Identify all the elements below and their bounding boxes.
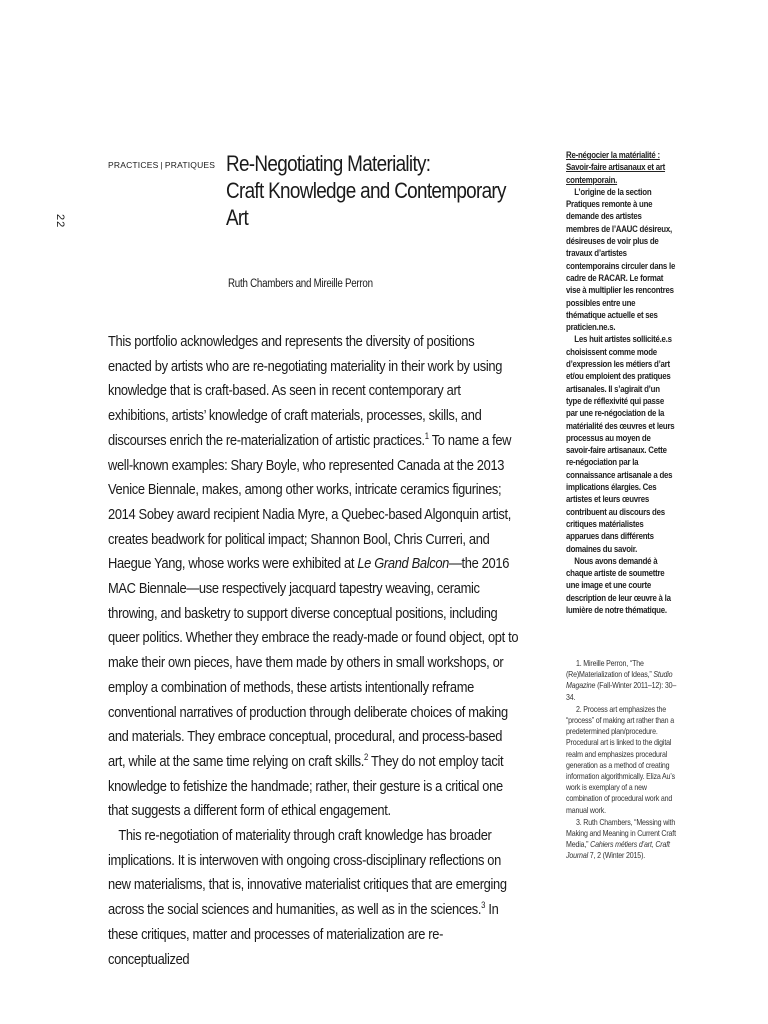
exhibition-title: Le Grand Balcon bbox=[357, 555, 450, 573]
body-text: —the 2016 MAC Biennale—use respectively jacquard tapestry weaving, ceramic throwing, and basketry to support diverse conceptual positions, including queer politics. Whether they embrace the ready-made or found object, opt to make their own pieces, have them made by others in small workshops, or employ a combination of methods, these artists intentionally reframe conventional narratives of production through deliberate choices of making and materials. They embrace conceptual, procedural, and process-based art, while at the same time relying on craft skills. bbox=[108, 555, 519, 770]
section-label bbox=[108, 160, 215, 170]
section-label-fr: PRATIQUES bbox=[164, 160, 216, 170]
sidebar-paragraph: Nous avons demandé à chaque artiste de soumettre une image et une courte description de leur œuvre à la lumière de notre thématique. bbox=[566, 555, 671, 616]
article-authors: Ruth Chambers and Mireille Perron bbox=[228, 278, 373, 290]
article-title-line2: Craft Knowledge and Contemporary Art bbox=[226, 178, 506, 230]
article-body bbox=[108, 330, 521, 972]
body-paragraph-2 bbox=[108, 824, 521, 972]
footnotes bbox=[566, 658, 682, 863]
footnote-3 bbox=[566, 817, 682, 862]
footnote-text: (Fall-Winter 2011–12): 30–34. bbox=[566, 680, 677, 702]
footnote-ref-2: 2 bbox=[363, 751, 368, 762]
footnote-1 bbox=[566, 658, 682, 703]
sidebar-paragraph: L’origine de la section Pratiques remonte à une demande des artistes membres de l’AAUC désireux, désireuses de voir plus de travaux d’artistes contemporains circuler dans le cadre de RACAR. Le format vise à multiplier les rencontres possibles entre une thématique actuelle et ses praticien.ne.s. bbox=[566, 186, 676, 334]
footnote-text: 3. Ruth Chambers, “Messing with Making and Meaning in Current Craft Media,” bbox=[566, 816, 676, 850]
footnote-2: 2. Process art emphasizes the “process” of making art rather than a predetermined plan/procedure. Procedural art is linked to the digital realm and emphasizes procedural generation as a method of creating information algorithmically. Eliza Au’s work is exemplary of a new combination of procedural work and manual work. bbox=[566, 703, 675, 815]
footnote-text: 1. Mireille Perron, “The (Re)Materialization of Ideas,” bbox=[566, 658, 654, 680]
footnote-text: 7, 2 (Winter 2015). bbox=[587, 850, 646, 861]
footnote-publication: Cahiers métiers d’art, Craft Journal bbox=[566, 839, 670, 861]
article-title-line1: Re-Negotiating Materiality: bbox=[226, 151, 431, 176]
section-label-en: PRACTICES bbox=[108, 160, 159, 170]
footnote-ref-1: 1 bbox=[424, 430, 429, 441]
footnote-ref-3: 3 bbox=[481, 900, 486, 911]
french-summary-sidebar bbox=[566, 150, 676, 617]
body-text: This portfolio acknowledges and represents the diversity of positions enacted by artists who are re-negotiating materiality in their work by using knowledge that is craft-based. As seen in recent contemporary art exhibitions, artists’ knowledge of craft materials, processes, skills, and discourses enrich the re-materialization of artistic practices. bbox=[108, 333, 503, 449]
body-paragraph-1 bbox=[108, 330, 521, 824]
body-text: To name a few well-known examples: Shary Boyle, who represented Canada at the 2013 Venice Biennale, makes, among other works, intricate ceramics figurines; 2014 Sobey award recipient Nadia Myre, a Quebec-based Algonquin artist, creates beadwork for political impact; Shannon Bool, Chris Curreri, and Haegue Yang, whose works were exhibited at bbox=[108, 431, 512, 573]
body-text: This re-negotiation of materiality through craft knowledge has broader implications. It is interwoven with ongoing cross-disciplinary reflections on new materialisms, that is, innovative materialist critiques that are emerging across the social sciences and humanities, as well as in the sciences. bbox=[108, 827, 507, 919]
sidebar-paragraph: Les huit artistes sollicité.e.s choisissent comme mode d’expression les métiers d’art et/ou emploient des pratiques artisanales. Il s’agirait d’un type de réflexivité qui passe par une re-négociation de la matérialité des œuvres et leurs processus au moyen de savoir-faire artisanaux. Cette re-négociation par la connaissance artisanale a des implications élargies. Ces artistes et leurs œuvres contribuent au discours des critiques matérialistes apparues dans différents domaines du savoir. bbox=[566, 334, 675, 555]
section-separator: | bbox=[160, 160, 163, 170]
body-text: In these critiques, matter and processes of materialization are re-conceptualized bbox=[108, 901, 499, 968]
page-number: 22 bbox=[54, 214, 66, 229]
footnote-publication: Studio Magazine bbox=[566, 669, 673, 691]
body-text: They do not employ tacit knowledge to fetishize the handmade; rather, their gesture is a critical one that suggests a different form of ethical engagement. bbox=[108, 752, 504, 820]
sidebar-title: Re-négocier la matérialité : Savoir-faire artisanaux et art contemporain. bbox=[566, 150, 666, 186]
article-title bbox=[226, 150, 510, 231]
